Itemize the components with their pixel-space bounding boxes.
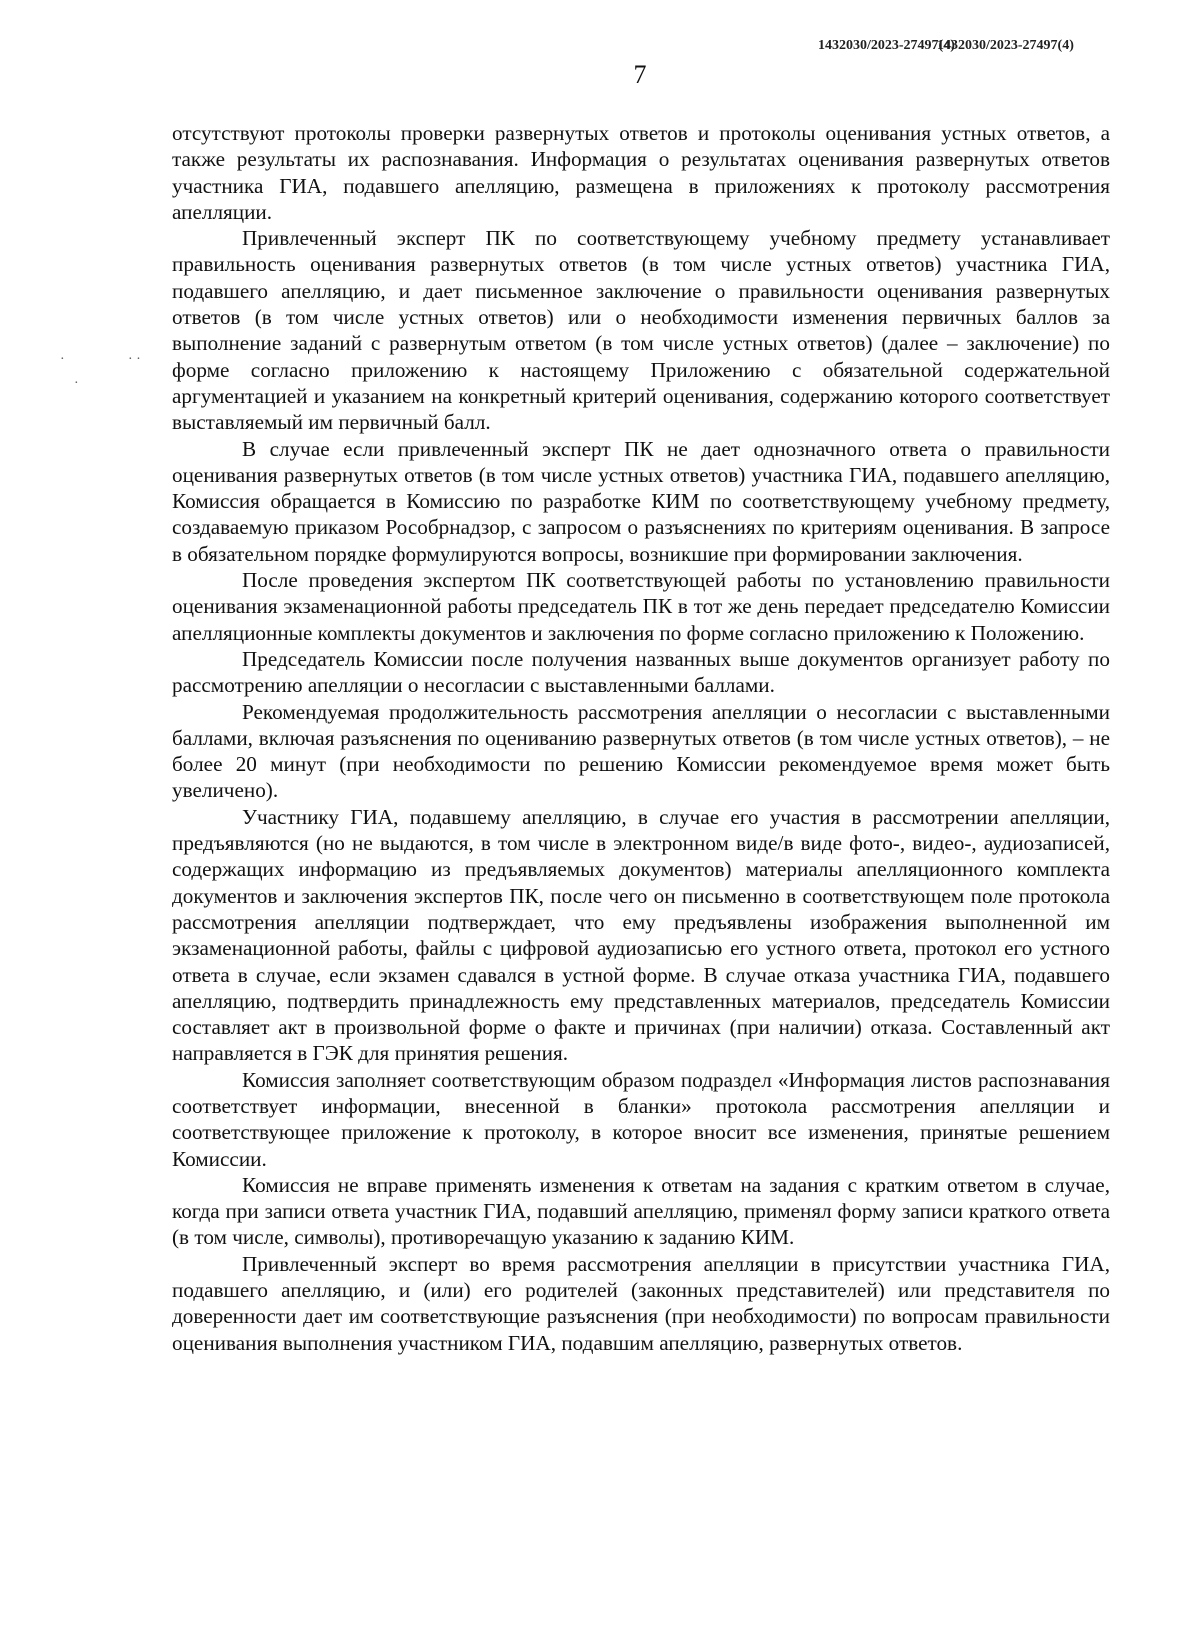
paragraph-1: отсутствуют протоколы проверки развернутых ответов и протоколы оценивания устных ответов, а также результаты их распознавания. Информация о результатах оценивания развернутых ответов участника ГИА, подавшего апелляцию, размещена в приложениях к протоколу рассмотрения апелляции. (172, 121, 1110, 224)
paragraph-4: После проведения экспертом ПК соответствующей работы по установлению правильности оценивания экзаменационной работы председатель ПК в тот же день передает председателю Комиссии апелляционные комплекты документов и заключения по форме согласно приложению к Положению. (172, 568, 1110, 645)
paragraph-9: Комиссия не вправе применять изменения к ответам на задания с кратким ответом в случае, когда при записи ответа участник ГИА, подавший апелляцию, применял форму записи краткого ответа (в том числе, символы), противоречащую указанию к заданию КИМ. (172, 1172, 1110, 1250)
page-number: 7 (633, 60, 647, 89)
scan-speck: · · (128, 352, 141, 367)
paragraph-7: Участнику ГИА, подавшему апелляцию, в случае его участия в рассмотрении апелляции, предъявляются (но не выдаются, в том числе в электронном виде/в виде фото-, видео-, аудиозаписей, содержащих информацию из предъявляемых документов) материалы апелляционного комплекта документов и заключения экспертов ПК, после чего он письменно в соответствующем поле протокола рассмотрения апелляции подтверждает, что ему предъявлены изображения выполненной им экзаменационной работы, файлы с цифровой аудиозаписью его устного ответа, протокол его устного ответа в случае, если экзамен сдавался в устной форме. В случае отказа участника ГИА, подавшего апелляцию, подтвердить принадлежность ему представленных материалов, председатель Комиссии составляет акт в произвольной форме о факте и причинах (при наличии) отказа. Составленный акт направляется в ГЭК для принятия решения. (172, 804, 1110, 1066)
paragraph-8: Комиссия заполняет соответствующим образом подраздел «Информация листов распознавания соответствует информации, внесенной в бланки» протокола рассмотрения апелляции и соответствующее приложение к протоколу, в которое вносит все изменения, принятые решением Комиссии. (172, 1067, 1110, 1171)
document-id-stamp: 1432030/2023-27497(4) (818, 38, 955, 53)
paragraph-3: В случае если привлеченный эксперт ПК не дает однозначного ответа о правильности оценивания развернутых ответов (в том числе устных ответов) участника ГИА, подавшего апелляцию, Комиссия обращается в Комиссию по разработке КИМ по соответствующему учебному предмету, создаваемую приказом Рособрнадзор, с запросом о разъяснениях по критериям оценивания. В запросе в обязательном порядке формулируются вопросы, возникшие при формировании заключения. (172, 436, 1110, 566)
document-body (172, 120, 1110, 1356)
paragraph-10: Привлеченный эксперт во время рассмотрения апелляции в присутствии участника ГИА, подавшего апелляцию, и (или) его родителей (законных представителей) или представителя по доверенности дает им соответствующие разъяснения (при необходимости) по вопросам правильности оценивания выполнения участником ГИА, подавшим апелляцию, развернутых ответов. (172, 1251, 1110, 1355)
scan-speck: · (74, 376, 79, 391)
paragraph-5: Председатель Комиссии после получения названных выше документов организует работу по рассмотрению апелляции о несогласии с выставленными баллами. (172, 646, 1110, 698)
scan-speck: · (60, 352, 65, 367)
paragraph-6: Рекомендуемая продолжительность рассмотрения апелляции о несогласии с выставленными баллами, включая разъяснения по оцениванию развернутых ответов (в том числе устных ответов), – не более 20 минут (при необходимости по решению Комиссии рекомендуемое время может быть увеличено). (172, 699, 1110, 803)
paragraph-2: Привлеченный эксперт ПК по соответствующему учебному предмету устанавливает правильность оценивания развернутых ответов (в том числе устных ответов) участника ГИА, подавшего апелляцию, и дает письменное заключение о правильности оценивания развернутых ответов (в том числе устных ответов) или о необходимости изменения первичных баллов за выполнение заданий с развернутым ответом (в том числе устных ответов) (далее – заключение) по форме согласно приложению к настоящему Приложению с обязательной содержательной аргументацией и указанием на конкретный критерий оценивания, содержанию которого соответствует выставляемый им первичный балл. (172, 226, 1110, 435)
document-id-stamp-duplicate: 1432030/2023-27497(4) (937, 38, 1074, 53)
